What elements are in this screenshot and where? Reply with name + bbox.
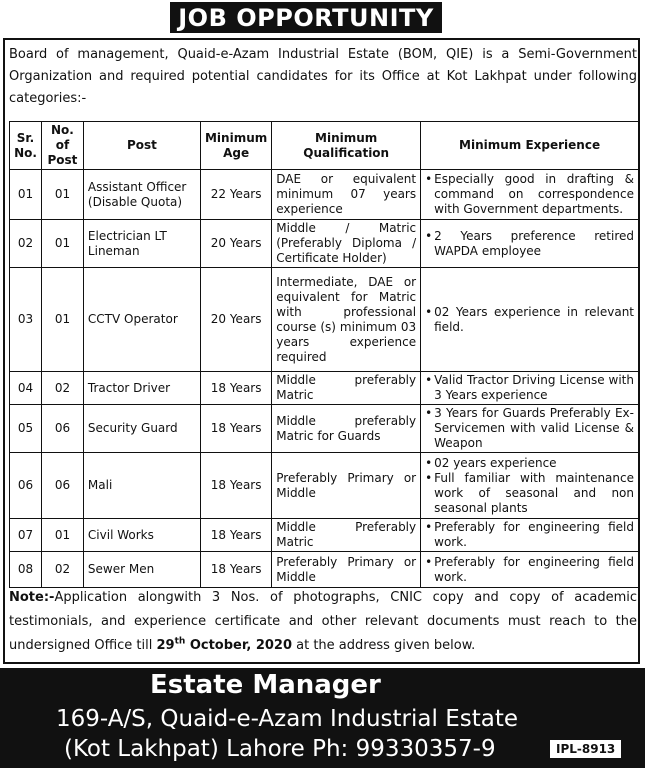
experience-item bbox=[425, 456, 634, 471]
header-post: Post bbox=[83, 122, 200, 170]
experience-text: Preferably for engineering field work. bbox=[434, 554, 634, 584]
cell-post: Mali bbox=[83, 453, 200, 519]
bullet-icon: • bbox=[425, 520, 433, 534]
cell-no-of-post: 06 bbox=[41, 405, 83, 453]
cell-sr-no: 05 bbox=[10, 405, 42, 453]
deadline-rest: October, 2020 bbox=[185, 638, 292, 653]
cell-minimum-age: 20 Years bbox=[200, 268, 271, 372]
table-row bbox=[10, 170, 639, 220]
title-bar bbox=[0, 0, 645, 35]
experience-item bbox=[425, 520, 634, 550]
header-no-of-post: No. of Post bbox=[41, 122, 83, 170]
cell-no-of-post: 06 bbox=[41, 453, 83, 519]
experience-item bbox=[425, 406, 634, 451]
bullet-icon: • bbox=[425, 228, 433, 243]
cell-minimum-age: 18 Years bbox=[200, 372, 271, 405]
cell-post: Sewer Men bbox=[83, 552, 200, 588]
cell-minimum-age: 18 Years bbox=[200, 519, 271, 552]
header-minimum-experience: Minimum Experience bbox=[421, 122, 639, 170]
bullet-icon: • bbox=[425, 373, 433, 387]
experience-text: 3 Years for Guards Preferably Ex-Servicemen with valid License & Weapon bbox=[434, 406, 634, 450]
cell-minimum-age: 18 Years bbox=[200, 405, 271, 453]
table-row bbox=[10, 453, 639, 519]
table-body bbox=[10, 170, 639, 588]
footer-address-line-1: 169-A/S, Quaid-e-Azam Industrial Estate bbox=[56, 706, 518, 732]
bullet-icon: • bbox=[425, 470, 433, 485]
cell-post: CCTV Operator bbox=[83, 268, 200, 372]
footer-address-line-2: (Kot Lakhpat) Lahore Ph: 99330357-9 bbox=[64, 736, 496, 762]
experience-item bbox=[425, 229, 634, 259]
cell-no-of-post: 01 bbox=[41, 170, 83, 220]
experience-item bbox=[425, 305, 634, 335]
cell-minimum-experience bbox=[421, 220, 639, 268]
header-minimum-qualification: Minimum Qualification bbox=[272, 122, 421, 170]
footer-office-name: Estate Manager bbox=[150, 670, 381, 700]
deadline-date bbox=[156, 638, 292, 653]
note-label: Note:- bbox=[9, 590, 55, 605]
cell-sr-no: 08 bbox=[10, 552, 42, 588]
table-header-row bbox=[10, 122, 639, 170]
cell-sr-no: 03 bbox=[10, 268, 42, 372]
cell-minimum-qualification: Intermediate, DAE or equivalent for Matric with professional course (s) minimum 03 years experience required bbox=[272, 268, 421, 372]
cell-no-of-post: 01 bbox=[41, 519, 83, 552]
bullet-icon: • bbox=[425, 455, 433, 470]
cell-post: Civil Works bbox=[83, 519, 200, 552]
cell-no-of-post: 02 bbox=[41, 372, 83, 405]
experience-text: Especially good in drafting & command on correspondence with Government departments. bbox=[434, 172, 634, 216]
table-row bbox=[10, 519, 639, 552]
experience-item bbox=[425, 373, 634, 403]
experience-text: Preferably for engineering field work. bbox=[434, 520, 634, 549]
note-paragraph bbox=[9, 586, 637, 658]
cell-post: Assistant Officer (Disable Quota) bbox=[83, 170, 200, 220]
cell-minimum-experience bbox=[421, 552, 639, 588]
experience-text: 2 Years preference retired WAPDA employee bbox=[434, 228, 634, 258]
cell-minimum-experience bbox=[421, 519, 639, 552]
header-sr-no: Sr. No. bbox=[10, 122, 42, 170]
experience-text: Full familiar with maintenance work of seasonal and non seasonal plants bbox=[434, 470, 634, 515]
cell-minimum-experience bbox=[421, 170, 639, 220]
cell-minimum-qualification: Middle preferably Matric bbox=[272, 372, 421, 405]
cell-minimum-qualification: DAE or equivalent minimum 07 years experience bbox=[272, 170, 421, 220]
table-row bbox=[10, 372, 639, 405]
cell-no-of-post: 01 bbox=[41, 268, 83, 372]
cell-minimum-experience bbox=[421, 453, 639, 519]
cell-sr-no: 04 bbox=[10, 372, 42, 405]
cell-minimum-experience bbox=[421, 372, 639, 405]
cell-no-of-post: 01 bbox=[41, 220, 83, 268]
note-text: Application alongwith 3 Nos. of photographs, CNIC copy and copy of academic testimonials, and experience certificate and other relevant documents must reach to the undersigned Office till bbox=[9, 590, 637, 653]
table-row bbox=[10, 220, 639, 268]
cell-minimum-age: 20 Years bbox=[200, 220, 271, 268]
cell-minimum-age: 18 Years bbox=[200, 552, 271, 588]
table-row bbox=[10, 552, 639, 588]
cell-post: Tractor Driver bbox=[83, 372, 200, 405]
experience-text: 02 Years experience in relevant field. bbox=[434, 304, 634, 334]
cell-minimum-qualification: Preferably Primary or Middle bbox=[272, 552, 421, 588]
footer-address-block bbox=[0, 668, 645, 768]
page-title: JOB OPPORTUNITY bbox=[170, 2, 442, 33]
intro-paragraph: Board of management, Quaid-e-Azam Industrial Estate (BOM, QIE) is a Semi-Government Organization and required potential candidates for its Office at Kot Lakhpat under following categories:- bbox=[9, 47, 637, 106]
cell-minimum-qualification: Middle Preferably Matric bbox=[272, 519, 421, 552]
cell-sr-no: 01 bbox=[10, 170, 42, 220]
bullet-icon: • bbox=[425, 304, 433, 319]
cell-no-of-post: 02 bbox=[41, 552, 83, 588]
cell-sr-no: 07 bbox=[10, 519, 42, 552]
ipl-code-badge: IPL-8913 bbox=[550, 740, 621, 758]
cell-post: Electrician LT Lineman bbox=[83, 220, 200, 268]
experience-item bbox=[425, 172, 634, 217]
cell-sr-no: 06 bbox=[10, 453, 42, 519]
experience-text: Valid Tractor Driving License with 3 Years experience bbox=[434, 373, 634, 402]
bullet-icon: • bbox=[425, 172, 433, 186]
cell-minimum-qualification: Preferably Primary or Middle bbox=[272, 453, 421, 519]
table-row bbox=[10, 268, 639, 372]
experience-text: 02 years experience bbox=[434, 455, 557, 470]
cell-minimum-age: 18 Years bbox=[200, 453, 271, 519]
experience-item bbox=[425, 471, 634, 516]
cell-minimum-qualification: Middle / Matric (Preferably Diploma / Certificate Holder) bbox=[272, 220, 421, 268]
table-row bbox=[10, 405, 639, 453]
deadline-suffix: th bbox=[174, 636, 186, 647]
cell-minimum-qualification: Middle preferably Matric for Guards bbox=[272, 405, 421, 453]
cell-minimum-age: 22 Years bbox=[200, 170, 271, 220]
deadline-day: 29 bbox=[156, 638, 175, 653]
note-text-end: at the address given below. bbox=[292, 638, 476, 653]
header-minimum-age: Minimum Age bbox=[200, 122, 271, 170]
bullet-icon: • bbox=[425, 554, 433, 569]
cell-sr-no: 02 bbox=[10, 220, 42, 268]
bullet-icon: • bbox=[425, 406, 433, 420]
jobs-table bbox=[9, 121, 639, 588]
cell-minimum-experience bbox=[421, 405, 639, 453]
cell-post: Security Guard bbox=[83, 405, 200, 453]
experience-item bbox=[425, 555, 634, 585]
cell-minimum-experience bbox=[421, 268, 639, 372]
